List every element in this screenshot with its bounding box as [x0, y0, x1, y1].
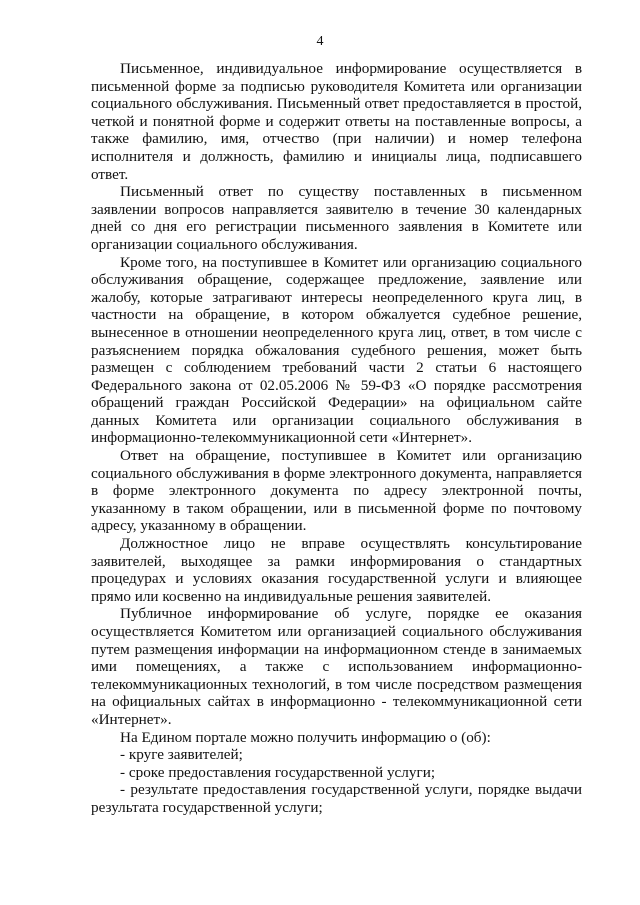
- list-item: - круге заявителей;: [120, 746, 243, 764]
- page-number: 4: [316, 34, 324, 49]
- paragraph-written-answer-term: Письменный ответ по существу поставленных в письменном заявлении вопросов направляется заявителю в течение 30 календарных дней со дня его регистрации письменного заявления в Комитете или организации социального обслуживания.: [91, 183, 582, 253]
- document-body: [91, 60, 582, 817]
- paragraph-unified-portal: На Едином портале можно получить информацию о (об):: [120, 728, 491, 746]
- paragraph-consulting-limits: Должностное лицо не вправе осуществлять консультирование заявителей, выходящее за рамки информирования о стандартных процедурах и условиях оказания государственной услуги и влияющее прямо или косвенно на индивидуальные решения заявителей.: [91, 535, 582, 605]
- list-item: - сроке предоставления государственной услуги;: [120, 763, 436, 781]
- paragraph-public-interest-answer: Кроме того, на поступившее в Комитет или организацию социального обслуживания обращение, содержащее предложение, заявление или жалобу, которые затрагивают интересы неопределенного круга лиц, в частности на обращение, в котором обжалуется судебное решение, вынесенное в отношении неопределенного круга лиц, ответ, в том числе с разъяснением порядка обжалования судебного решения, может быть размещен с соблюдением требований части 2 статьи 6 настоящего Федерального закона от 02.05.2006 № 59-ФЗ «О порядке рассмотрения обращений граждан Российской Федерации» на официальном сайте данных Комитета или организации социального обслуживания в информационно-телекоммуникационной сети «Интернет».: [91, 253, 582, 447]
- paragraph-written-informing: Письменное, индивидуальное информирование осуществляется в письменной форме за подписью руководителя Комитета или организации социального обслуживания. Письменный ответ предоставляется в простой, четкой и понятной форме и содержит ответы на поставленные вопросы, а также фамилию, имя, отчество (при наличии) и номер телефона исполнителя и должность, фамилию и инициалы лица, подписавшего ответ.: [91, 60, 582, 183]
- paragraph-electronic-answer: Ответ на обращение, поступившее в Комитет или организацию социального обслуживания в форме электронного документа, направляется в форме электронного документа по адресу электронной почты, указанному в таком обращении, или в письменной форме по почтовому адресу, указанному в обращении.: [91, 447, 582, 535]
- paragraph-public-informing: Публичное информирование об услуге, порядке ее оказания осуществляется Комитетом или организацией социального обслуживания путем размещения информации на информационном стенде в занимаемых ими помещениях, а также с использованием информационно-телекоммуникационных технологий, в том числе посредством размещения на официальных сайтах в информационно - телекоммуникационной сети «Интернет».: [91, 605, 582, 728]
- list-item: - результате предоставления государственной услуги, порядке выдачи результата государственной услуги;: [91, 781, 582, 816]
